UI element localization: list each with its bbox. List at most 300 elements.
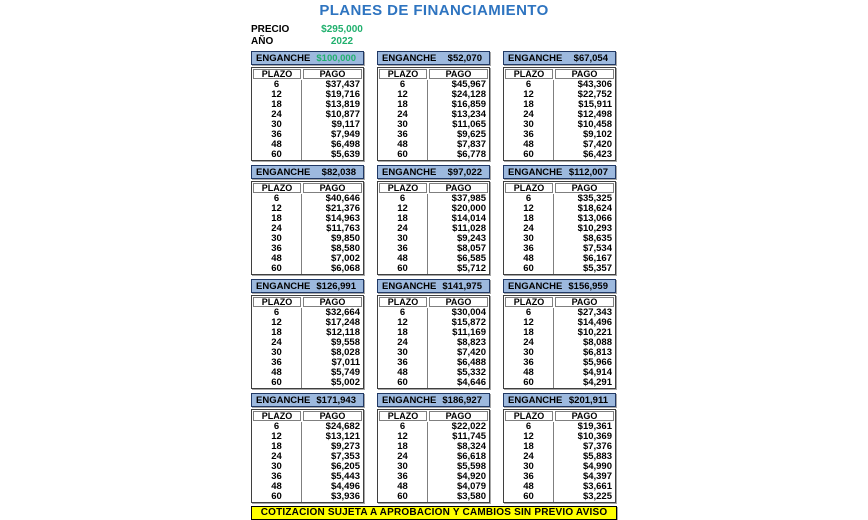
plazo-cell: 18 [378,214,428,224]
financing-plan-table [251,51,364,161]
financing-plan-table [251,165,364,275]
pago-cell: $7,949 [330,129,360,140]
content-area [251,24,617,520]
pago-cell: $7,534 [582,243,612,254]
pago-cell: $6,585 [456,253,486,264]
pago-cell: $10,221 [577,327,612,338]
pago-cell: $11,028 [452,223,486,234]
plazo-cell: 6 [504,308,554,318]
enganche-amount: $171,943 [316,394,356,406]
plazo-cell: 12 [378,90,428,100]
pago-cell: $6,205 [330,461,360,472]
plazo-column-header: PLAZO [379,297,427,307]
pago-cell: $11,763 [326,223,360,234]
precio-value: $295,000 [321,24,363,35]
plazo-cell: 24 [378,338,428,348]
table-body [378,422,489,502]
pago-cell: $4,646 [456,377,486,388]
table-row [252,492,363,502]
plazo-cell: 36 [504,472,554,482]
pago-cell: $5,357 [582,263,612,274]
plazo-cell: 48 [504,482,554,492]
pago-cell: $3,936 [330,491,360,502]
plazo-cell: 24 [252,110,302,120]
payment-table [251,181,364,275]
plazo-cell: 24 [504,110,554,120]
pago-cell: $32,664 [325,307,360,318]
financing-plan-table [251,393,364,503]
pago-column-header: PAGO [303,411,362,421]
pago-cell: $7,376 [582,441,612,452]
enganche-label: ENGANCHE [382,280,437,292]
pago-cell: $15,911 [578,99,612,110]
plazo-cell: 12 [504,204,554,214]
plazo-cell: 12 [378,432,428,442]
plazo-cell: 36 [378,244,428,254]
pago-cell: $6,488 [456,357,486,368]
pago-cell: $13,066 [577,213,612,224]
pago-cell: $8,823 [456,337,486,348]
pago-cell: $8,580 [330,243,360,254]
payment-table [377,67,490,161]
pago-cell: $43,306 [577,79,612,90]
pago-cell: $12,118 [326,327,360,338]
financing-plan-table [503,165,616,275]
precio-row [251,24,617,36]
pago-cell: $37,985 [451,193,486,204]
pago-cell: $19,361 [577,421,612,432]
plazo-cell: 24 [504,452,554,462]
plazo-cell: 12 [504,432,554,442]
pago-column-header: PAGO [429,69,488,79]
enganche-amount: $112,007 [568,166,608,178]
enganche-label: ENGANCHE [382,166,437,178]
enganche-amount: $201,911 [568,394,608,406]
pago-cell: $10,293 [577,223,612,234]
financing-plan-table [251,279,364,389]
enganche-label: ENGANCHE [382,394,437,406]
plazo-column-header: PLAZO [505,411,553,421]
table-row [252,378,363,388]
pago-cell: $4,291 [582,377,612,388]
enganche-header [503,393,616,407]
financing-plan-table [377,279,490,389]
plazo-cell: 48 [378,368,428,378]
pago-cell: $7,353 [330,451,360,462]
enganche-amount: $100,000 [316,52,356,64]
pago-cell: $7,002 [330,253,360,264]
plazo-cell: 30 [378,120,428,130]
enganche-amount: $97,022 [447,166,482,178]
enganche-label: ENGANCHE [256,52,311,64]
plazo-cell: 6 [378,308,428,318]
payment-table [377,409,490,503]
plazo-cell: 60 [252,264,302,274]
plazo-cell: 6 [504,80,554,90]
pago-cell: $4,496 [330,481,360,492]
plazo-column-header: PLAZO [505,183,553,193]
enganche-header [503,279,616,293]
pago-cell: $27,343 [577,307,612,318]
plazo-cell: 30 [252,120,302,130]
table-body [252,422,363,502]
plazo-cell: 60 [252,378,302,388]
pago-cell: $9,273 [330,441,360,452]
plazo-cell: 60 [504,264,554,274]
pago-cell: $10,369 [577,431,612,442]
plazo-cell: 18 [504,100,554,110]
plazo-cell: 6 [378,194,428,204]
pago-column-header: PAGO [303,183,362,193]
payment-table [503,67,616,161]
plazo-cell: 18 [504,328,554,338]
pago-cell: $35,325 [577,193,612,204]
pago-cell: $8,057 [456,243,486,254]
pago-cell: $20,000 [451,203,486,214]
plazo-cell: 60 [252,150,302,160]
pago-cell: $30,004 [451,307,486,318]
pago-cell: $5,002 [330,377,360,388]
payment-table [503,181,616,275]
disclaimer-banner: COTIZACION SUJETA A APROBACION Y CAMBIOS SIN PREVIO AVISO [251,506,617,520]
pago-column-header: PAGO [429,183,488,193]
table-body [504,194,615,274]
pago-cell: $4,397 [582,471,612,482]
ano-row [251,36,617,48]
plazo-cell: 12 [252,204,302,214]
pago-cell: $7,837 [456,139,486,150]
plazo-cell: 18 [252,214,302,224]
pago-cell: $37,437 [325,79,360,90]
plazo-cell: 12 [252,90,302,100]
pago-cell: $3,225 [582,491,612,502]
table-body [378,194,489,274]
plazo-cell: 36 [504,244,554,254]
payment-table [377,295,490,389]
plazo-cell: 36 [504,130,554,140]
plazo-cell: 36 [378,472,428,482]
plazo-column-header: PLAZO [253,183,301,193]
plazo-cell: 30 [378,234,428,244]
plazo-cell: 24 [252,224,302,234]
pago-cell: $4,990 [582,461,612,472]
table-row [504,492,615,502]
plazo-cell: 60 [504,378,554,388]
plazo-cell: 60 [504,150,554,160]
pago-cell: $6,813 [582,347,612,358]
precio-label: PRECIO [251,24,290,35]
enganche-header [251,393,364,407]
plazo-cell: 24 [252,338,302,348]
pago-cell: $19,716 [325,89,360,100]
table-row [504,264,615,274]
enganche-label: ENGANCHE [256,394,311,406]
plazo-cell: 36 [252,130,302,140]
plazo-cell: 60 [252,492,302,502]
plazo-cell: 30 [252,348,302,358]
plazo-cell: 36 [252,358,302,368]
pago-cell: $6,068 [330,263,360,274]
enganche-label: ENGANCHE [508,166,563,178]
plazo-cell: 30 [378,348,428,358]
plazo-cell: 6 [252,422,302,432]
payment-table [503,295,616,389]
pago-cell: $5,332 [456,367,486,378]
pago-cell: $22,022 [451,421,486,432]
pago-column-header: PAGO [429,297,488,307]
plazo-cell: 18 [378,442,428,452]
plazo-column-header: PLAZO [505,297,553,307]
plazo-cell: 12 [504,90,554,100]
pago-cell: $9,558 [330,337,360,348]
pago-cell: $7,420 [456,347,486,358]
pago-cell: $14,496 [577,317,612,328]
plazo-cell: 36 [378,130,428,140]
pago-cell: $8,088 [582,337,612,348]
enganche-amount: $186,927 [442,394,482,406]
table-row [252,264,363,274]
enganche-label: ENGANCHE [508,280,563,292]
table-body [504,422,615,502]
pago-cell: $11,745 [452,431,486,442]
pago-cell: $3,580 [456,491,486,502]
table-row [504,378,615,388]
plazo-cell: 24 [378,452,428,462]
pago-cell: $5,598 [456,461,486,472]
pago-column-header: PAGO [555,411,614,421]
enganche-header [251,279,364,293]
plazo-cell: 48 [504,254,554,264]
pago-cell: $9,117 [331,119,360,130]
pago-cell: $5,966 [582,357,612,368]
ano-label: AÑO [251,36,274,47]
plazo-cell: 30 [252,462,302,472]
table-body [504,80,615,160]
pago-cell: $8,324 [456,441,486,452]
pago-cell: $13,121 [325,431,360,442]
plazo-cell: 18 [252,328,302,338]
plazo-cell: 30 [378,462,428,472]
price-year-info [251,24,617,48]
plazo-cell: 6 [252,80,302,90]
plans-grid [251,51,617,503]
pago-cell: $6,618 [456,451,486,462]
plazo-cell: 30 [504,348,554,358]
pago-cell: $14,963 [325,213,360,224]
pago-column-header: PAGO [303,297,362,307]
plazo-cell: 24 [504,338,554,348]
pago-cell: $5,639 [330,149,360,160]
plazo-cell: 60 [504,492,554,502]
table-body [252,80,363,160]
plazo-cell: 48 [378,140,428,150]
plazo-cell: 24 [252,452,302,462]
enganche-header [503,51,616,65]
plazo-cell: 18 [504,442,554,452]
pago-cell: $4,920 [456,471,486,482]
plazo-cell: 60 [378,150,428,160]
enganche-amount: $156,959 [568,280,608,292]
enganche-header [251,165,364,179]
plazo-cell: 36 [504,358,554,368]
pago-column-header: PAGO [555,69,614,79]
payment-table [251,67,364,161]
plazo-cell: 12 [504,318,554,328]
plazo-cell: 18 [504,214,554,224]
enganche-label: ENGANCHE [382,52,437,64]
financing-plan-table [503,279,616,389]
enganche-label: ENGANCHE [256,166,311,178]
enganche-label: ENGANCHE [256,280,311,292]
pago-cell: $6,167 [582,253,612,264]
plazo-cell: 24 [504,224,554,234]
plazo-cell: 24 [378,224,428,234]
pago-column-header: PAGO [429,411,488,421]
plazo-cell: 12 [252,432,302,442]
plazo-cell: 6 [252,308,302,318]
table-body [378,308,489,388]
pago-cell: $4,914 [582,367,612,378]
plazo-cell: 48 [252,140,302,150]
enganche-header [377,279,490,293]
enganche-label: ENGANCHE [508,52,563,64]
pago-column-header: PAGO [303,69,362,79]
pago-cell: $5,883 [582,451,612,462]
pago-cell: $7,011 [331,357,360,368]
pago-cell: $5,712 [456,263,486,274]
table-row [378,378,489,388]
pago-cell: $24,128 [451,89,486,100]
pago-cell: $5,443 [330,471,360,482]
plazo-column-header: PLAZO [253,297,301,307]
table-body [504,308,615,388]
pago-cell: $9,102 [582,129,612,140]
payment-table [251,409,364,503]
pago-cell: $3,661 [582,481,612,492]
plazo-column-header: PLAZO [379,69,427,79]
financing-plan-table [503,51,616,161]
pago-cell: $11,169 [452,327,486,338]
plazo-cell: 6 [252,194,302,204]
payment-table [503,409,616,503]
plazo-cell: 36 [252,472,302,482]
plazo-cell: 30 [504,462,554,472]
plazo-cell: 60 [378,378,428,388]
pago-cell: $13,819 [325,99,360,110]
plazo-cell: 30 [504,120,554,130]
pago-cell: $4,079 [456,481,486,492]
plazo-column-header: PLAZO [505,69,553,79]
plazo-cell: 48 [378,254,428,264]
plazo-column-header: PLAZO [253,411,301,421]
plazo-cell: 48 [252,368,302,378]
pago-cell: $22,752 [577,89,612,100]
enganche-amount: $126,991 [316,280,356,292]
table-row [252,150,363,160]
plazo-cell: 18 [252,442,302,452]
pago-cell: $12,498 [577,109,612,120]
plazo-cell: 6 [504,194,554,204]
pago-cell: $6,498 [330,139,360,150]
pago-cell: $10,458 [577,119,612,130]
plazo-cell: 36 [378,358,428,368]
enganche-amount: $141,975 [442,280,482,292]
plazo-cell: 60 [378,264,428,274]
pago-cell: $11,065 [452,119,486,130]
pago-cell: $13,234 [451,109,486,120]
enganche-header [377,393,490,407]
payment-table [251,295,364,389]
enganche-amount: $52,070 [447,52,482,64]
pago-cell: $17,248 [325,317,360,328]
plazo-cell: 12 [378,204,428,214]
plazo-cell: 48 [504,368,554,378]
pago-cell: $8,635 [582,233,612,244]
enganche-header [377,51,490,65]
financing-plan-table [503,393,616,503]
plazo-cell: 48 [504,140,554,150]
table-row [378,264,489,274]
table-body [252,194,363,274]
table-body [252,308,363,388]
pago-cell: $21,376 [325,203,360,214]
plazo-column-header: PLAZO [253,69,301,79]
table-row [378,150,489,160]
pago-cell: $6,423 [582,149,612,160]
enganche-header [377,165,490,179]
plazo-cell: 18 [378,328,428,338]
plazo-column-header: PLAZO [379,183,427,193]
plazo-cell: 24 [378,110,428,120]
financing-plan-table [377,165,490,275]
pago-cell: $9,243 [456,233,486,244]
plazo-cell: 12 [378,318,428,328]
plazo-cell: 60 [378,492,428,502]
plazo-cell: 30 [252,234,302,244]
enganche-header [503,165,616,179]
financing-plan-table [377,51,490,161]
pago-column-header: PAGO [555,183,614,193]
pago-cell: $9,625 [456,129,486,140]
pago-cell: $6,778 [456,149,486,160]
page-title: PLANES DE FINANCIAMIENTO [319,2,549,19]
pago-cell: $45,967 [451,79,486,90]
pago-cell: $24,682 [325,421,360,432]
table-row [504,150,615,160]
plazo-cell: 36 [252,244,302,254]
enganche-amount: $67,054 [573,52,608,64]
enganche-amount: $82,038 [321,166,356,178]
plazo-cell: 6 [378,422,428,432]
pago-cell: $9,850 [330,233,360,244]
plazo-cell: 6 [504,422,554,432]
plazo-cell: 18 [252,100,302,110]
pago-column-header: PAGO [555,297,614,307]
pago-cell: $10,877 [325,109,360,120]
financing-plan-table [377,393,490,503]
plazo-cell: 48 [252,482,302,492]
plazo-cell: 30 [504,234,554,244]
pago-cell: $16,859 [451,99,486,110]
plazo-cell: 6 [378,80,428,90]
pago-cell: $7,420 [582,139,612,150]
pago-cell: $40,646 [325,193,360,204]
plazo-cell: 48 [252,254,302,264]
payment-table [377,181,490,275]
plazo-cell: 12 [252,318,302,328]
plazo-cell: 48 [378,482,428,492]
pago-cell: $14,014 [451,213,486,224]
